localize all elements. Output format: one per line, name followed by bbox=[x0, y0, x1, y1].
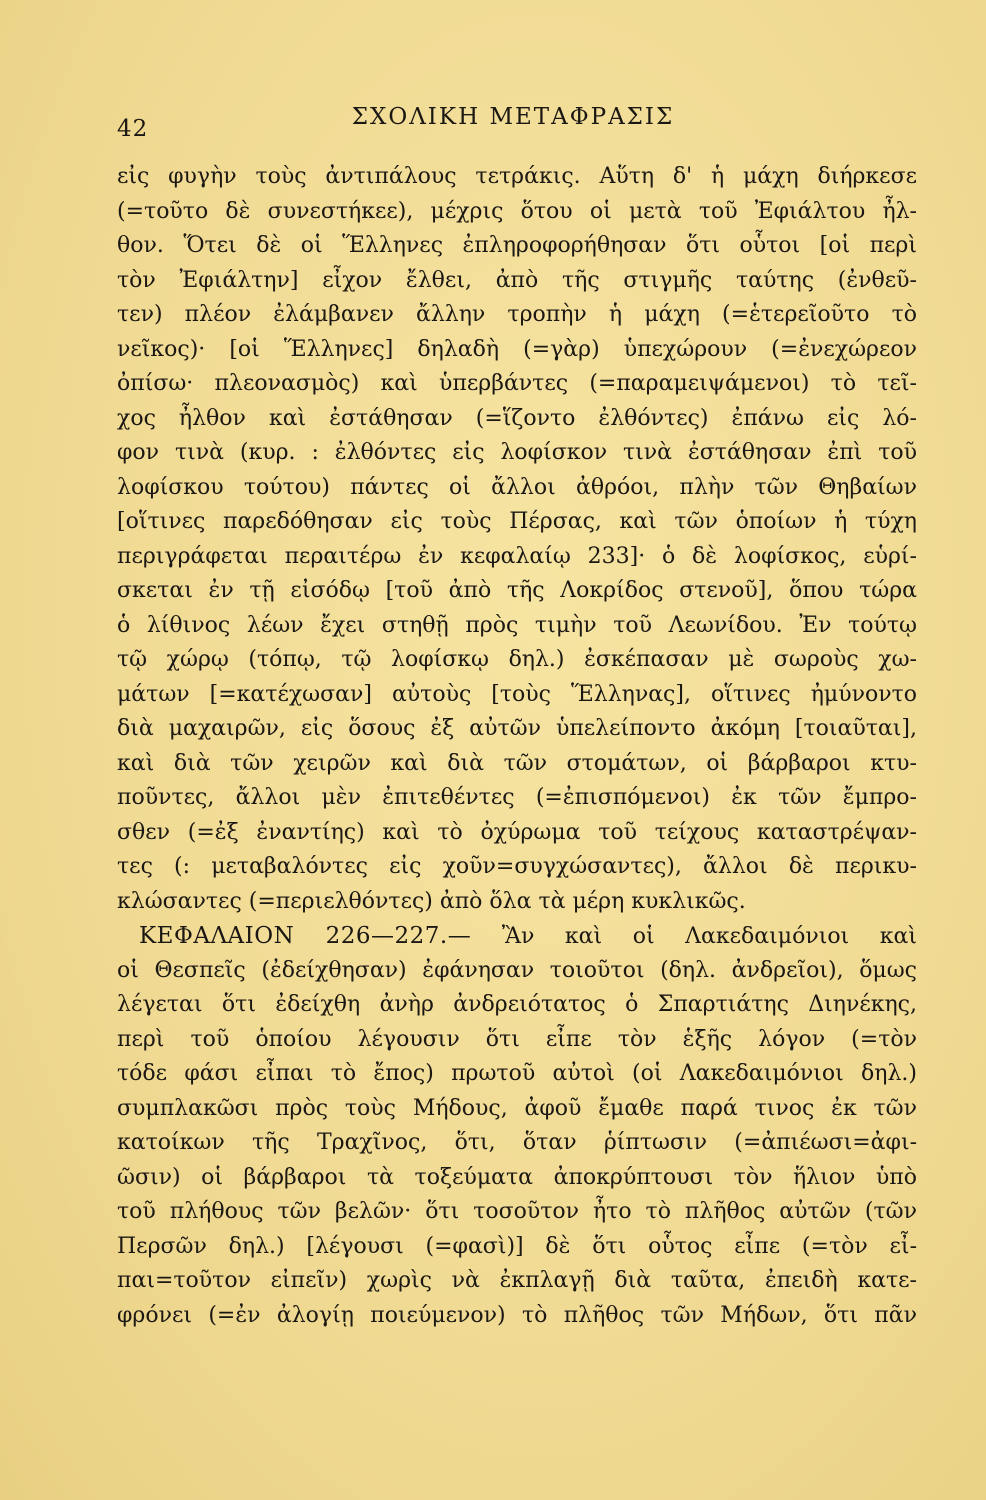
text-line: καὶ διὰ τῶν χειρῶν καὶ διὰ τῶν στομάτων, οἱ βάρβαροι κτυ- bbox=[117, 750, 917, 776]
text-line: περιγράφεται περαιτέρω ἐν κεφαλαίῳ 233]· ὁ δὲ λοφίσκος, εὑρί- bbox=[117, 543, 917, 569]
body-text bbox=[117, 160, 917, 1333]
text-line: Περσῶν δηλ.) [λέγουσι (=φασὶ)] δὲ ὅτι οὗτος εἶπε (=τὸν εἶ- bbox=[117, 1233, 917, 1259]
chapter-heading: ΚΕΦΑΛΑΙΟΝ 226—227.— bbox=[139, 923, 472, 949]
text-line: τόδε φάσι εἶπαι τὸ ἔπος) πρωτοῦ αὐτοὶ (οἱ Λακεδαιμόνιοι δηλ.) bbox=[117, 1061, 917, 1086]
text-line: ποῦντες, ἄλλοι μὲν ἐπιτεθέντες (=ἐπισπόμενοι) ἐκ τῶν ἔμπρο- bbox=[117, 785, 917, 810]
text-line: σκεται ἐν τῇ εἰσόδῳ [τοῦ ἀπὸ τῆς Λοκρίδος στενοῦ], ὅπου τώρα bbox=[117, 578, 917, 603]
text-line: [οἵτινες παρεδόθησαν εἰς τοὺς Πέρσας, καὶ τῶν ὁποίων ἡ τύχη bbox=[117, 509, 917, 534]
chapter-heading-line bbox=[117, 919, 917, 954]
text-line: περὶ τοῦ ὁποίου λέγουσιν ὅτι εἶπε τὸν ἑξῆς λόγον (=τὸν bbox=[117, 1026, 917, 1052]
text-line: ῶσιν) οἱ βάρβαροι τὰ τοξεύματα ἀποκρύπτουσι τὸν ἥλιον ὑπὸ bbox=[117, 1164, 917, 1190]
text-line: λέγεται ὅτι ἐδείχθη ἀνὴρ ἀνδρειότατος ὁ Σπαρτιάτης Διηνέκης, bbox=[117, 992, 917, 1017]
text-line: νεῖκος)· [οἱ Ἕλληνες] δηλαδὴ (=γὰρ) ὑπεχώρουν (=ἐνεχώρεον bbox=[117, 336, 917, 362]
text-line: τες (: μεταβαλόντες εἰς χοῦν=συγχώσαντες), ἄλλοι δὲ περικυ- bbox=[117, 854, 917, 879]
text-line: διὰ μαχαιρῶν, εἰς ὅσους ἐξ αὐτῶν ὑπελείποντο ἀκόμη [τοιαῦται], bbox=[117, 716, 917, 741]
text-line: εἰς φυγὴν τοὺς ἀντιπάλους τετράκις. Αὕτη δ' ἡ μάχη διήρκεσε bbox=[117, 164, 917, 189]
text-line: θον. Ὅτει δὲ οἱ Ἕλληνες ἐπληροφορήθησαν ὅτι οὗτοι [οἱ περὶ bbox=[117, 233, 917, 258]
text-line: φρόνει (=ἐν ἀλογίῃ ποιεύμενον) τὸ πλῆθος τῶν Μήδων, ὅτι πᾶν bbox=[117, 1302, 917, 1328]
text-line: κλώσαντες (=περιελθόντες) ἀπὸ ὅλα τὰ μέρη κυκλικῶς. bbox=[117, 888, 746, 914]
text-line: τοῦ πλήθους τῶν βελῶν· ὅτι τοσοῦτον ἦτο τὸ πλῆθος αὐτῶν (τῶν bbox=[117, 1199, 917, 1224]
text-line: φον τινὰ (κυρ. : ἐλθόντες εἰς λοφίσκον τινὰ ἐστάθησαν ἐπὶ τοῦ bbox=[117, 440, 917, 465]
text-line: ὁ λίθινος λέων ἔχει στηθῇ πρὸς τιμὴν τοῦ Λεωνίδου. Ἐν τούτῳ bbox=[117, 612, 917, 638]
text-line: συμπλακῶσι πρὸς τοὺς Μήδους, ἀφοῦ ἔμαθε παρά τινος ἐκ τῶν bbox=[117, 1095, 917, 1121]
text-line: (=τοῦτο δὲ συνεστήκεε), μέχρις ὅτου οἱ μετὰ τοῦ Ἐφιάλτου ἦλ- bbox=[117, 198, 917, 224]
text-line: τὸν Ἐφιάλτην] εἶχον ἔλθει, ἀπὸ τῆς στιγμῆς ταύτης (ἐνθεῦ- bbox=[117, 267, 917, 293]
text-line: λοφίσκου τούτου) πάντες οἱ ἄλλοι ἀθρόοι, πλὴν τῶν Θηβαίων bbox=[117, 474, 917, 500]
text-line: μάτων [=κατέχωσαν] αὐτοὺς [τοὺς Ἕλληνας], οἵτινες ἠμύνοντο bbox=[117, 681, 917, 707]
running-title: ΣΧΟΛΙΚΗ ΜΕΤΑΦΡΑΣΙΣ bbox=[351, 104, 675, 130]
text-line: οἱ Θεσπεῖς (ἐδείχθησαν) ἐφάνησαν τοιοῦτοι (δηλ. ἀνδρεῖοι), ὅμως bbox=[117, 957, 917, 983]
text-line: χος ἦλθον καὶ ἐστάθησαν (=ἵζοντο ἐλθόντες) ἐπάνω εἰς λό- bbox=[117, 405, 917, 431]
text-line: ὀπίσω· πλεονασμὸς) καὶ ὑπερβάντες (=παραμειψάμενοι) τὸ τεῖ- bbox=[117, 371, 917, 396]
page-number: 42 bbox=[117, 116, 149, 142]
text-line: παι=τοῦτον εἰπεῖν) χωρὶς νὰ ἐκπλαγῇ διὰ ταῦτα, ἐπειδὴ κατε- bbox=[117, 1268, 917, 1293]
text-line: κατοίκων τῆς Τραχῖνος, ὅτι, ὅταν ῥίπτωσιν (=ἀπιέωσι=ἀφι- bbox=[117, 1130, 917, 1155]
text-line: σθεν (=ἐξ ἐναντίης) καὶ τὸ ὀχύρωμα τοῦ τείχους καταστρέψαν- bbox=[117, 819, 917, 845]
text-line: τεν) πλέον ἐλάμβανεν ἄλλην τροπὴν ἡ μάχη (=ἑτερεῖοῦτο τὸ bbox=[117, 302, 917, 327]
text-line: τῷ χώρῳ (τόπῳ, τῷ λοφίσκῳ δηλ.) ἐσκέπασαν μὲ σωροὺς χω- bbox=[117, 647, 917, 672]
chapter-first-line: Ἂν καὶ οἱ Λακεδαιμόνιοι καὶ bbox=[501, 924, 917, 949]
